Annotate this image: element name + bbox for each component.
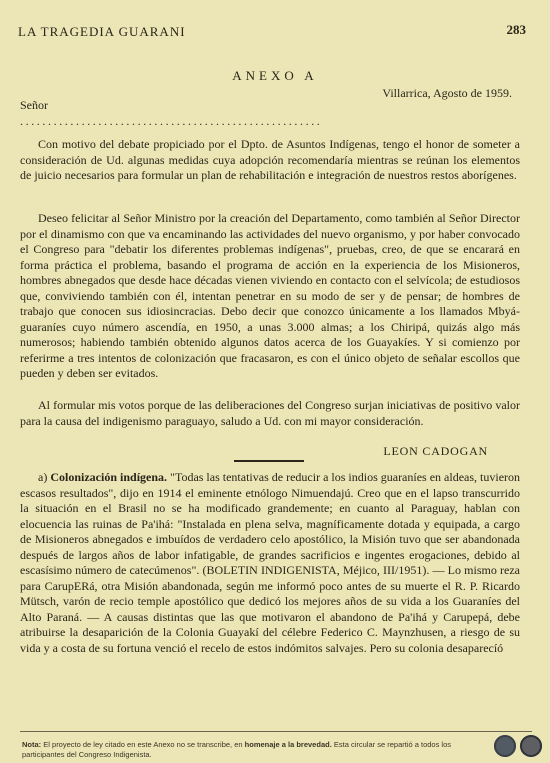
letter-dateline: Villarrica, Agosto de 1959. — [382, 86, 512, 100]
addressee-dotted-line: ...................................................... — [20, 114, 323, 128]
section-a-paragraph — [20, 470, 520, 656]
section-divider — [234, 460, 304, 462]
section-a-heading: Colonización indígena. — [50, 470, 168, 484]
annex-title: ANEXO A — [232, 68, 318, 83]
publisher-logo-icon — [494, 735, 516, 757]
footnote-rule — [20, 731, 532, 732]
letter-salutation: Señor — [20, 98, 48, 112]
section-a-text: "Todas las tentativas de reducir a los indios guaraníes en aldeas, tuvieron escasos resultados", dijo en 1914 el eminente etnólogo Nimuendajú. Creo que en el lapso transcurrido la situación en el Brasil no se ha modificado grandemente; en cuanto al Paraguay, hablan con elocuencia las ruinas de Pa'ihá: "Instalada en plena selva, magníficamente dotada y equipada, a cargo de Misioneros abnegados e imbuídos de verdadero celo apostólico, la Misión tuvo que ser abandonada después de largos años de labor infatigable, de grandes sacrificios e ingentes erogaciones, debido al escasísimo número de catecúmenos". (BOLETIN INDIGENISTA, Méjico, III/1951). — Lo mismo reza para CarupERá, otra Misión abandonada, según me informó poco antes de su muerte el R. P. Ricardo Mütsch, varón de recio temple apostólico que dedicó los mejores años de su vida a los Guaraníes del Alto Paraná. — A causas distintas que las que motivaron el abandono de Pa'ihá y Carupерá, debe atribuirse la desaparición de la Colonia Guayakí del célebre Federico C. Maynzhusen, a riesgo de su vida y a costa de su fortuna venció el recelo de estos indómitos salvajes. Pero su colonia desaparecíó — [20, 470, 521, 655]
letter-paragraph-2: Deseo felicitar al Señor Ministro por la creación del Departamento, como también al Señor Director por el dinamismo con que va encaminando las actividades del nuevo organismo, y por haber convocado el Congreso para "debatir los diferentes problemas indígenas", pruebas, creo, de que se encarará en forma práctica el problema, basando el programa de acción en la experiencia de los Misioneros, hombres abnegados que desde hace décadas vienen viviendo en contacto con el selvícola; de estudiosos que, conviviendo también con él, intentan penetrar en su modo de ser y de pensar; de hombres de trabajo que conocen sus idiosincracias. Debo decir que conozco únicamente a los llamados Mbyá-guaraníes cuyo número ascendía, en 1950, a unas 3.000 almas; a los Chiripá, quizás algo más numerosos; habiendo también obtenido algunos datos acerca de los Guayakíes. Y si comienzo por referirme a tres intentos de colonización que fracasaron, es con el único objeto de señalar escollos que pueden y deben ser evitados. — [20, 211, 520, 380]
footnote-text-before: El proyecto de ley citado en este Anexo no se transcribe, en — [43, 740, 243, 749]
page-number: 283 — [506, 22, 526, 37]
letter-signature: LEON CADOGAN — [383, 444, 488, 458]
footnote-text-after: Esta circular se repartió a todos los participantes del Congreso Indigenista. — [22, 740, 452, 759]
running-header-title: LA TRAGEDIA GUARANI — [18, 24, 186, 39]
footnote-label: Nota: — [22, 740, 42, 749]
archive-seal-icon — [520, 735, 542, 757]
letter-paragraph-1: Con motivo del debate propiciado por el Dpto. de Asuntos Indígenas, tengo el honor de someter a consideración de Ud. algunas medidas cuya adopción recomendaría mientras se reúnan los elementos de juicio necesarios para formular un plan de rehabilitación e integración de nuestros restos aborígenes. — [20, 137, 520, 182]
letter-paragraph-3: Al formular mis votos porque de las deliberaciones del Congreso surjan iniciativas de positivo valor para la causa del indigenismo paraguayo, saludo a Ud. con mi mayor consideración. — [20, 398, 520, 428]
section-a-label: a) — [38, 470, 48, 484]
footnote — [22, 740, 492, 760]
footnote-emphasis: homenaje a la brevedad. — [244, 740, 332, 749]
